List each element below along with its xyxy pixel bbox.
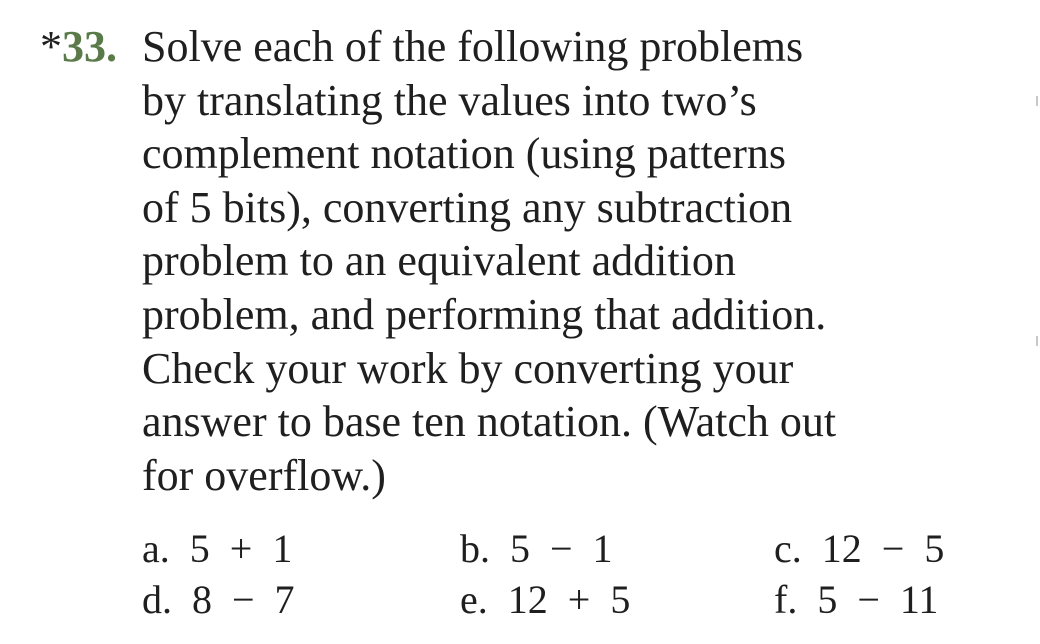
starred-marker: * xyxy=(40,22,62,71)
sub-problem-f: f. 5 − 11 xyxy=(774,577,939,622)
sub-problem-b: b. 5 − 1 xyxy=(460,526,613,571)
problem-number-label: 33. xyxy=(62,22,117,71)
sub-problem-row xyxy=(142,523,1002,574)
statement-line: Solve each of the following problems xyxy=(142,22,804,71)
statement-line: problem, and performing that addition. xyxy=(142,289,827,339)
statement-line: problem to an equivalent addition xyxy=(142,236,736,286)
statement-line: complement notation (using patterns xyxy=(142,129,786,179)
sub-problem-row xyxy=(142,574,1002,625)
statement-line: for overflow.) xyxy=(142,450,386,500)
problem-number xyxy=(40,20,117,74)
sub-problems xyxy=(142,523,1002,625)
sub-problem-a: a. 5 + 1 xyxy=(142,526,293,571)
statement-line: answer to base ten notation. (Watch out xyxy=(142,397,837,447)
page-edge-mark xyxy=(1036,96,1038,106)
statement-line: by translating the values into two’s xyxy=(142,75,757,125)
problem-statement xyxy=(142,20,942,502)
page-edge-mark xyxy=(1036,336,1038,346)
sub-problem-d: d. 8 − 7 xyxy=(142,577,295,622)
statement-line: of 5 bits), converting any subtraction xyxy=(142,182,793,232)
statement-line: Check your work by converting your xyxy=(142,343,794,393)
sub-problem-e: e. 12 + 5 xyxy=(460,577,631,622)
sub-problem-c: c. 12 − 5 xyxy=(774,526,945,571)
